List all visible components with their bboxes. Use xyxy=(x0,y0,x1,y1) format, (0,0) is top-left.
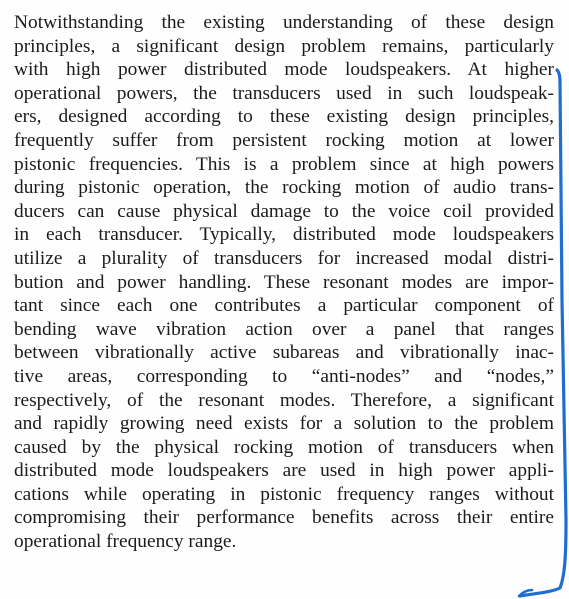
text-line: ers, designed according to these existing design principles, xyxy=(14,106,554,128)
text-line: distributed mode loudspeakers are used in high power appli- xyxy=(14,460,554,482)
text-line: frequently suffer from persistent rocking motion at lower xyxy=(14,129,554,151)
text-line: operational frequency range. xyxy=(14,531,237,553)
body-paragraph xyxy=(14,11,554,554)
text-line: bution and power handling. These resonant modes are impor- xyxy=(14,271,554,293)
text-line: respectively, of the resonant modes. Therefore, a significant xyxy=(14,389,554,411)
text-line: tant since each one contributes a particular component of xyxy=(14,295,554,317)
text-line: ducers can cause physical damage to the voice coil provided xyxy=(14,200,554,222)
text-line: operational powers, the transducers used in such loudspeak- xyxy=(14,82,554,104)
text-line: Notwithstanding the existing understanding of these design xyxy=(14,12,554,33)
text-line: utilize a plurality of transducers for increased modal distri- xyxy=(14,247,554,269)
bracket-hook xyxy=(519,590,532,596)
text-line: between vibrationally active subareas and vibrationally inac- xyxy=(14,342,554,364)
text-line: bending wave vibration action over a panel that ranges xyxy=(14,318,554,340)
text-line: compromising their performance benefits across their entire xyxy=(14,507,554,529)
text-line: with high power distributed mode loudspeakers. At higher xyxy=(14,59,554,81)
text-line: during pistonic operation, the rocking motion of audio trans- xyxy=(14,177,554,199)
text-line: and rapidly growing need exists for a solution to the problem xyxy=(14,413,554,435)
text-line: cations while operating in pistonic frequency ranges without xyxy=(14,483,554,505)
text-line: in each transducer. Typically, distributed mode loudspeakers xyxy=(14,224,554,246)
text-line: tive areas, corresponding to “anti-nodes” and “nodes,” xyxy=(14,365,554,387)
text-line: pistonic frequencies. This is a problem since at high powers xyxy=(14,153,554,175)
text-line: caused by the physical rocking motion of transducers when xyxy=(14,436,554,458)
text-line: principles, a significant design problem remains, particularly xyxy=(14,35,554,57)
